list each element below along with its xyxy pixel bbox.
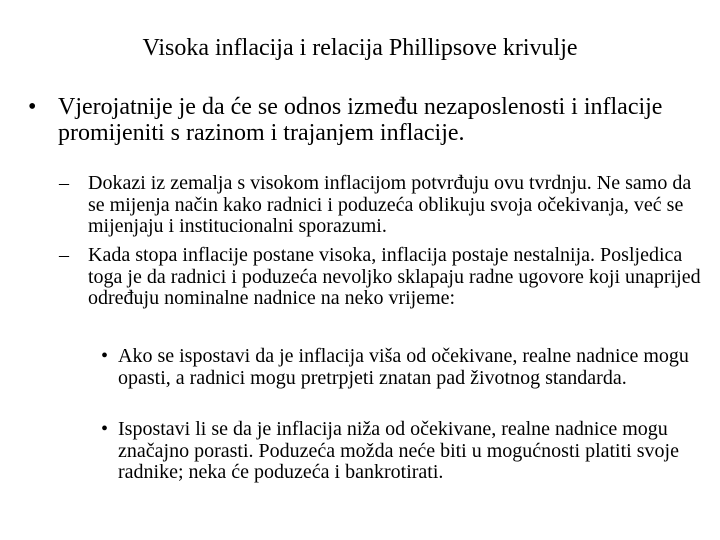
bullet-level3-text: Ispostavi li se da je inflacija niža od očekivane, realne nadnice mogu značajno porasti. Poduzeća možda neće biti u mogućnosti platiti svoje radnike; neka će poduzeća i bankrotirati. [118,418,679,483]
bullet-level2-item [59,172,708,238]
dash-marker: – [59,172,69,194]
bullet-marker: • [28,94,37,120]
bullet-level3-item [101,345,698,389]
dash-marker: – [59,244,69,266]
bullet-level1 [28,94,698,146]
bullet-marker: • [101,345,109,367]
bullet-level1-text: Vjerojatnije je da će se odnos između nezaposlenosti i inflacije promijeniti s razinom i trajanjem inflacije. [58,94,663,146]
bullet-level3-item [101,418,698,484]
bullet-level2-text: Kada stopa inflacije postane visoka, inflacija postaje nestalnija. Posljedica toga je da radnici i poduzeća nevoljko sklapaju radne ugovore koji unaprijed određuju nominalne nadnice na neko vrijeme: [88,244,701,309]
bullet-level2-text: Dokazi iz zemalja s visokom inflacijom potvrđuju ovu tvrdnju. Ne samo da se mijenja način kako radnici i poduzeća oblikuju svoja očekivanja, već se mijenjaju i institucionalni sporazumi. [88,172,692,237]
bullet-level3-text: Ako se ispostavi da je inflacija viša od očekivane, realne nadnice mogu opasti, a radnici mogu pretrpjeti znatan pad životnog standarda. [118,345,689,389]
bullet-marker: • [101,418,109,440]
bullet-level2-item [59,244,708,310]
slide-title: Visoka inflacija i relacija Phillipsove krivulje [142,35,578,61]
